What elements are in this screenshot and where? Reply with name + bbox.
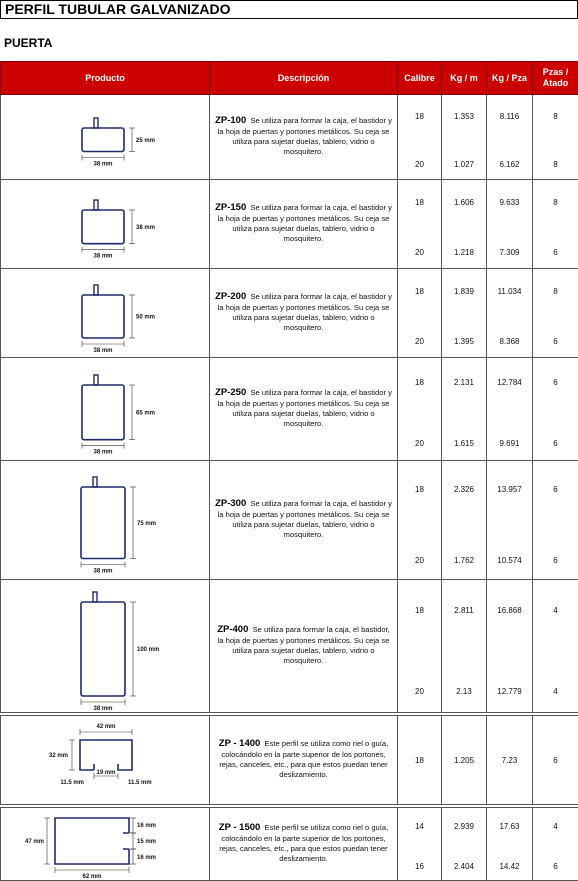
kgm-values [442, 808, 486, 880]
kgm-value: 1.218 [453, 248, 475, 257]
profile-flange [94, 375, 98, 385]
calibre-value: 14 [415, 822, 424, 831]
width-dimension-label: 38 mm [93, 706, 113, 712]
profile-outline [81, 487, 125, 559]
kgpza-value: 7.23 [501, 755, 518, 765]
kgpza-value: 9.691 [499, 439, 520, 448]
height-dimension-label: 65 mm [136, 410, 156, 417]
kgm-value: 2.404 [453, 862, 475, 871]
kgpza-values [487, 269, 532, 357]
table-row [1, 461, 578, 580]
kgm-cell [442, 716, 487, 805]
product-cell [1, 180, 210, 269]
pzas-values [533, 716, 578, 804]
table-row [1, 580, 578, 713]
kgpza-cell [487, 461, 533, 580]
kgpza-value: 14.42 [499, 862, 520, 871]
pzas-value: 4 [553, 606, 558, 615]
kgm-cell [442, 461, 487, 580]
pzas-cell [533, 461, 578, 580]
kgpza-cell [487, 95, 533, 180]
width-dimension-label: 38 mm [93, 253, 113, 260]
description-cell [210, 716, 398, 805]
product-description: Se utiliza para formar la caja, el bastidor y la hoja de puertas y portones metálicos. Su ceja se utiliza para sujetar duelas, tablero, vidrio o mosquitero. [217, 388, 392, 429]
product-description: Se utiliza para formar la caja, el bastidor, la hoja de puertas y portones metálicos. Su ceja se utiliza para sujetar duelas, tablero, vidrio o mosquitero. [217, 625, 390, 666]
pzas-cell [533, 580, 578, 713]
kgpza-value: 8.368 [499, 337, 520, 346]
product-description: Este perfil se utiliza como riel o guía, colocándolo en la parte superior de los portones, rejas, canceles, etc., para que estos puedan tener deslizamiento. [219, 739, 389, 780]
table-header-row [1, 62, 578, 95]
product-description: Se utiliza para formar la caja, el bastidor y la hoja de puertas y portones metálicos. Su ceja se utiliza para sujetar duelas, tablero, vidrio o mosquitero. [217, 292, 392, 333]
product-code: ZP - 1500 [218, 822, 261, 834]
profile-outline [81, 602, 125, 696]
kgpza-values [487, 95, 532, 179]
product-description: Se utiliza para formar la caja, el bastidor y la hoja de puertas y portones metálicos. Su ceja se utiliza para sujetar duelas, tablero, vidrio o mosquitero. [217, 499, 392, 540]
product-code: ZP-150 [215, 202, 247, 214]
profile-outline [82, 385, 124, 440]
page-title: PERFIL TUBULAR GALVANIZADO [0, 0, 578, 19]
kgm-cell [442, 808, 487, 881]
profile-outline [80, 740, 132, 770]
width-dimension-label: 38 mm [93, 161, 113, 168]
product-cell [1, 358, 210, 461]
kgm-values [442, 269, 486, 357]
pzas-value: 8 [553, 112, 558, 121]
header-calibre: Calibre [398, 62, 442, 95]
b-dimension-label: 15 mm [137, 839, 157, 845]
calibre-value: 18 [415, 112, 424, 121]
header-descripcion: Descripción [210, 62, 398, 95]
product-code: ZP-300 [215, 498, 247, 510]
pzas-values [533, 95, 578, 179]
pzas-value: 6 [553, 755, 558, 765]
kgpza-values [487, 716, 532, 804]
calibre-value: 18 [415, 485, 424, 494]
kgpza-value: 9.633 [499, 198, 520, 207]
pzas-cell [533, 358, 578, 461]
table-row [1, 95, 578, 180]
product-description: Este perfil se utiliza como riel o guía, colocándolo en la parte superior de los portones, rejas, canceles, etc., para que estos puedan tener deslizamiento. [219, 823, 389, 864]
kgpza-values [487, 358, 532, 460]
kgm-values [442, 716, 486, 804]
kgpza-cell [487, 358, 533, 461]
kgm-value: 2.939 [453, 822, 475, 831]
header-pzas-atado [533, 62, 578, 95]
header-kg-m: Kg / m [442, 62, 487, 95]
profile-drawing [1, 716, 210, 804]
width-dimension-label: 38 mm [93, 348, 113, 354]
calibre-cell [398, 461, 442, 580]
pzas-value: 4 [553, 822, 558, 831]
profile-drawing [1, 580, 210, 712]
pzas-value: 8 [553, 160, 558, 169]
kgpza-values [487, 808, 532, 880]
calibre-values [398, 580, 441, 712]
product-cell [1, 95, 210, 180]
kgm-value: 1.606 [453, 198, 475, 207]
left-dimension-label: 11.5 mm [60, 780, 84, 786]
slot-dimension-label: 19 mm [96, 770, 116, 776]
product-cell [1, 808, 210, 881]
pzas-value: 4 [553, 687, 558, 696]
calibre-value: 18 [415, 755, 424, 765]
product-cell [1, 269, 210, 358]
height-dimension-label: 25 mm [136, 137, 156, 144]
width-dimension-label: 38 mm [93, 568, 113, 575]
width-dimension-label: 38 mm [93, 449, 113, 456]
profile-flange [93, 477, 97, 487]
product-table [0, 61, 578, 881]
right-dimension-label: 11.5 mm [128, 780, 152, 786]
pzas-value: 6 [553, 485, 558, 494]
description-cell [210, 580, 398, 713]
kgm-value: 2.811 [454, 606, 474, 615]
calibre-values [398, 358, 441, 460]
kgm-cell [442, 269, 487, 358]
height-dimension-label: 75 mm [137, 520, 157, 527]
pzas-value: 6 [553, 439, 558, 448]
kgm-value: 1.615 [453, 439, 475, 448]
kgpza-cell [487, 580, 533, 713]
calibre-value: 16 [415, 862, 424, 871]
kgm-values [442, 358, 486, 460]
profile-drawing [1, 95, 210, 179]
product-cell [1, 461, 210, 580]
calibre-cell [398, 358, 442, 461]
table-row [1, 358, 578, 461]
header-kg-pza: Kg / Pza [487, 62, 533, 95]
height-dimension-label: 47 mm [24, 839, 44, 845]
header-pzas-line1: Pzas / [542, 67, 569, 77]
kgpza-value: 10.574 [497, 556, 522, 565]
table-row [1, 808, 578, 881]
height-dimension-label: 32 mm [48, 753, 68, 759]
kgm-value: 1.353 [453, 112, 475, 121]
kgm-cell [442, 180, 487, 269]
width-dimension-label: 42 mm [96, 724, 116, 730]
pzas-values [533, 461, 578, 579]
profile-drawing [1, 358, 210, 460]
calibre-cell [398, 269, 442, 358]
width-dimension-label: 62 mm [82, 874, 102, 880]
section-heading: PUERTA [4, 36, 53, 50]
pzas-cell [533, 269, 578, 358]
calibre-cell [398, 180, 442, 269]
calibre-value: 20 [415, 248, 424, 257]
product-cell [1, 580, 210, 713]
product-cell [1, 716, 210, 805]
calibre-cell [398, 716, 442, 805]
description-cell [210, 358, 398, 461]
table-row [1, 180, 578, 269]
pzas-cell [533, 180, 578, 269]
kgpza-value: 12.779 [497, 687, 522, 696]
calibre-value: 18 [415, 198, 424, 207]
description-cell [210, 461, 398, 580]
product-code: ZP - 1400 [218, 738, 261, 750]
kgm-values [442, 580, 486, 712]
height-dimension-label: 38 mm [136, 224, 156, 231]
product-code: ZP-200 [215, 291, 247, 303]
kgpza-value: 11.034 [497, 287, 522, 296]
calibre-value: 18 [415, 287, 424, 296]
pzas-values [533, 269, 578, 357]
description-cell [210, 808, 398, 881]
kgpza-values [487, 580, 532, 712]
a-dimension-label: 16 mm [137, 823, 157, 829]
pzas-value: 6 [553, 378, 558, 387]
profile-flange [93, 592, 97, 602]
kgm-cell [442, 95, 487, 180]
profile-drawing [1, 808, 210, 880]
kgm-values [442, 95, 486, 179]
product-description: Se utiliza para formar la caja, el bastidor y la hoja de puertas y portones metálicos. Su ceja se utiliza para sujetar duelas, tablero, vidrio o mosquitero. [217, 203, 392, 244]
profile-outline [82, 210, 124, 244]
kgm-value: 1.027 [453, 160, 475, 169]
profile-outline [82, 128, 124, 152]
kgm-value: 1.762 [453, 556, 475, 565]
calibre-values [398, 180, 441, 268]
pzas-values [533, 808, 578, 880]
profile-flange [94, 285, 98, 295]
kgpza-cell [487, 180, 533, 269]
pzas-value: 8 [553, 287, 558, 296]
product-code: ZP-250 [215, 387, 247, 399]
calibre-value: 18 [415, 378, 424, 387]
product-code: ZP-400 [217, 624, 249, 636]
pzas-values [533, 580, 578, 712]
profile-flange [94, 200, 98, 210]
kgm-cell [442, 580, 487, 713]
kgpza-cell [487, 716, 533, 805]
profile-drawing [1, 180, 210, 268]
calibre-value: 18 [415, 606, 424, 615]
pzas-value: 6 [553, 337, 558, 346]
kgm-values [442, 180, 486, 268]
calibre-values [398, 716, 441, 804]
calibre-value: 20 [415, 687, 424, 696]
description-cell [210, 95, 398, 180]
description-cell [210, 180, 398, 269]
product-code: ZP-100 [215, 115, 247, 127]
calibre-cell [398, 808, 442, 881]
pzas-value: 6 [553, 862, 558, 871]
calibre-value: 20 [415, 160, 424, 169]
kgpza-values [487, 461, 532, 579]
kgpza-value: 6.162 [499, 160, 520, 169]
pzas-cell [533, 95, 578, 180]
kgm-value: 2.131 [453, 378, 475, 387]
kgpza-cell [487, 269, 533, 358]
pzas-cell [533, 808, 578, 881]
kgpza-values [487, 180, 532, 268]
kgpza-cell [487, 808, 533, 881]
height-dimension-label: 50 mm [136, 314, 156, 321]
kgm-value: 2.326 [453, 485, 475, 494]
profile-outline [82, 295, 124, 338]
kgpza-value: 8.116 [499, 112, 520, 121]
pzas-value: 8 [553, 198, 558, 207]
kgm-value: 1.839 [453, 287, 475, 296]
table-row [1, 716, 578, 805]
pzas-values [533, 180, 578, 268]
pzas-cell [533, 716, 578, 805]
pzas-values [533, 358, 578, 460]
calibre-cell [398, 95, 442, 180]
kgm-value: 1.395 [453, 337, 475, 346]
calibre-values [398, 95, 441, 179]
calibre-value: 20 [415, 337, 424, 346]
height-dimension-label: 100 mm [137, 647, 160, 653]
table-row [1, 269, 578, 358]
profile-flange [94, 118, 98, 128]
profile-outline [55, 818, 129, 864]
kgm-values [442, 461, 486, 579]
kgm-value: 1.205 [453, 755, 475, 765]
calibre-value: 20 [415, 556, 424, 565]
kgm-cell [442, 358, 487, 461]
calibre-value: 20 [415, 439, 424, 448]
calibre-values [398, 269, 441, 357]
c-dimension-label: 16 mm [137, 855, 157, 861]
calibre-cell [398, 580, 442, 713]
pzas-value: 6 [553, 556, 558, 565]
pzas-value: 6 [553, 248, 558, 257]
kgpza-value: 17.63 [499, 822, 520, 831]
kgm-value: 2.13 [456, 687, 472, 696]
profile-drawing [1, 269, 210, 357]
kgpza-value: 13.957 [497, 485, 522, 494]
header-producto: Producto [1, 62, 210, 95]
kgpza-value: 12.784 [497, 378, 522, 387]
product-description: Se utiliza para formar la caja, el bastidor y la hoja de puertas y portones metálicos. Su ceja se utiliza para sujetar duelas, tablero, vidrio o mosquitero. [217, 116, 392, 157]
header-pzas-line2: Atado [542, 78, 569, 88]
kgpza-value: 7.309 [499, 248, 520, 257]
calibre-values [398, 808, 441, 880]
kgpza-value: 16.868 [497, 606, 522, 615]
profile-drawing [1, 461, 210, 579]
calibre-values [398, 461, 441, 579]
description-cell [210, 269, 398, 358]
